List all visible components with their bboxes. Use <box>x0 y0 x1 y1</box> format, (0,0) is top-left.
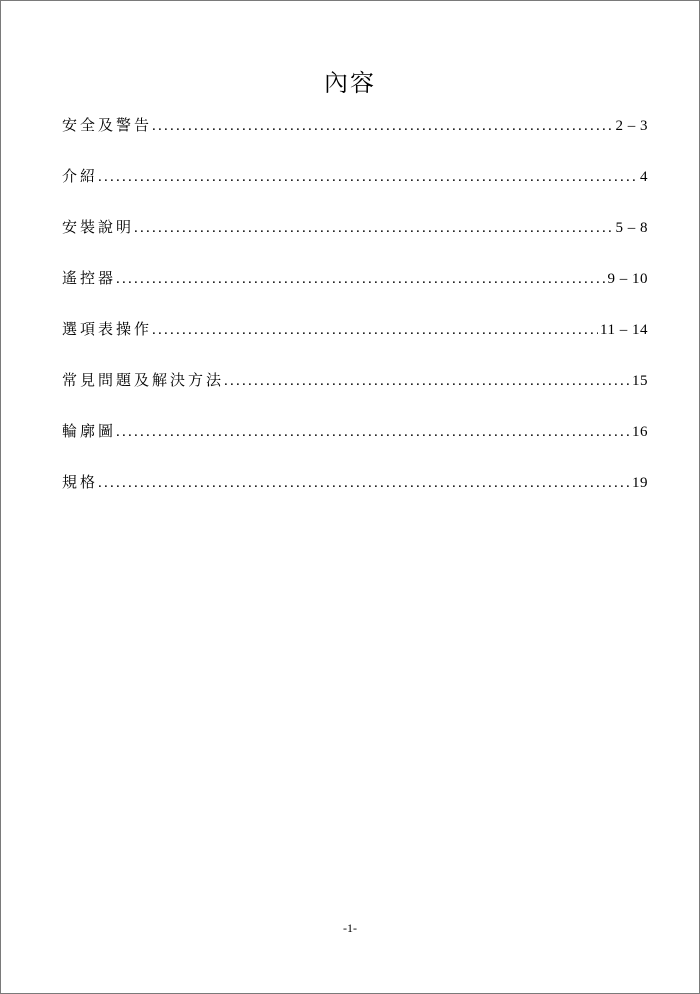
toc-entry-safety <box>62 114 648 165</box>
table-of-contents <box>62 114 648 522</box>
toc-entry-label: 規格 <box>62 473 99 491</box>
toc-entry-pages: 11 – 14 <box>600 322 648 338</box>
toc-dot-leader <box>224 373 630 390</box>
toc-entry-remote-control <box>62 267 648 318</box>
toc-entry-pages: 2 – 3 <box>615 118 648 134</box>
toc-entry-pages: 4 <box>640 169 648 185</box>
toc-entry-label: 輪廓圖 <box>62 422 117 440</box>
page-title: 內容 <box>324 69 376 97</box>
toc-entry-label: 選項表操作 <box>62 320 153 338</box>
toc-dot-leader <box>116 271 605 288</box>
toc-entry-specifications <box>62 471 648 522</box>
toc-dot-leader <box>98 169 638 186</box>
toc-entry-menu-operation <box>62 318 648 369</box>
toc-entry-label: 安全及警告 <box>62 116 153 134</box>
toc-entry-label: 安裝說明 <box>62 218 135 236</box>
toc-entry-outline-drawing <box>62 420 648 471</box>
toc-dot-leader <box>116 424 630 441</box>
toc-entry-pages: 19 <box>632 475 648 491</box>
toc-entry-pages: 5 – 8 <box>615 220 648 236</box>
toc-entry-label: 遙控器 <box>62 269 117 287</box>
toc-dot-leader <box>134 220 613 237</box>
toc-dot-leader <box>152 322 598 339</box>
page-number-footer: -1- <box>343 921 357 935</box>
toc-entry-pages: 9 – 10 <box>607 271 648 287</box>
toc-entry-introduction <box>62 165 648 216</box>
toc-entry-pages: 15 <box>632 373 648 389</box>
toc-entry-installation <box>62 216 648 267</box>
toc-entry-pages: 16 <box>632 424 648 440</box>
toc-entry-troubleshooting <box>62 369 648 420</box>
toc-entry-label: 介紹 <box>62 167 99 185</box>
toc-dot-leader <box>98 475 630 492</box>
toc-entry-label: 常見問題及解決方法 <box>62 371 225 389</box>
toc-dot-leader <box>152 118 613 135</box>
